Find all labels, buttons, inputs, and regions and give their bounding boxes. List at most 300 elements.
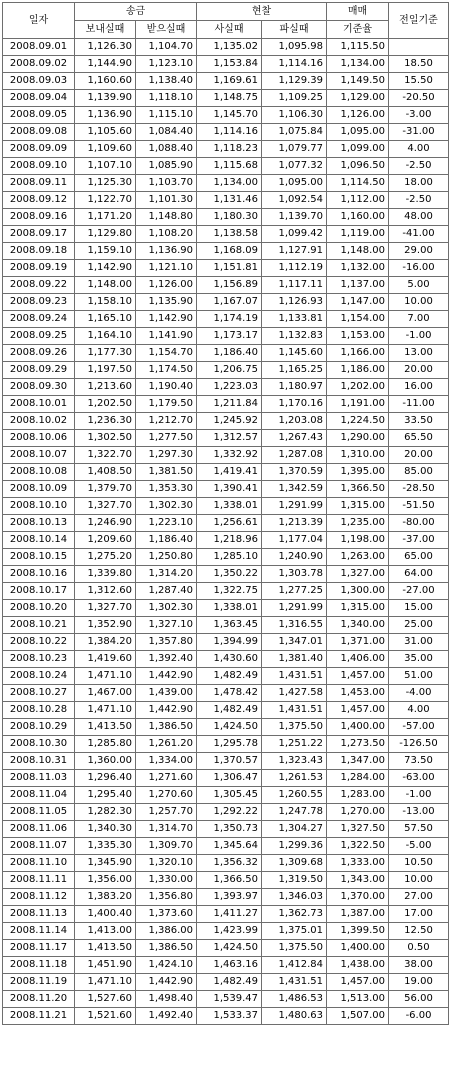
cash-buy-cell: 1,350.22 xyxy=(197,566,262,583)
cash-buy-cell: 1,211.84 xyxy=(197,396,262,413)
table-row xyxy=(3,39,449,56)
cash-buy-cell: 1,174.19 xyxy=(197,311,262,328)
table-row xyxy=(3,753,449,770)
remit-send-cell: 1,236.30 xyxy=(75,413,136,430)
date-cell: 2008.10.14 xyxy=(3,532,75,549)
table-row xyxy=(3,192,449,209)
cash-buy-cell: 1,393.97 xyxy=(197,889,262,906)
prev-day-cell: 18.50 xyxy=(389,56,449,73)
cash-sell-cell: 1,299.36 xyxy=(262,838,327,855)
date-cell: 2008.11.06 xyxy=(3,821,75,838)
date-cell: 2008.10.08 xyxy=(3,464,75,481)
table-row xyxy=(3,940,449,957)
date-cell: 2008.10.27 xyxy=(3,685,75,702)
prev-day-cell: -6.00 xyxy=(389,1008,449,1025)
date-cell: 2008.11.12 xyxy=(3,889,75,906)
base-rate-cell: 1,186.00 xyxy=(327,362,389,379)
remit-receive-cell: 1,386.00 xyxy=(136,923,197,940)
remit-receive-cell: 1,386.50 xyxy=(136,940,197,957)
remit-receive-cell: 1,103.70 xyxy=(136,175,197,192)
remit-receive-cell: 1,108.20 xyxy=(136,226,197,243)
table-row xyxy=(3,923,449,940)
base-rate-cell: 1,132.00 xyxy=(327,260,389,277)
remit-receive-cell: 1,373.60 xyxy=(136,906,197,923)
cash-sell-cell: 1,145.60 xyxy=(262,345,327,362)
table-row xyxy=(3,600,449,617)
remit-send-cell: 1,142.90 xyxy=(75,260,136,277)
remit-send-cell: 1,413.00 xyxy=(75,923,136,940)
remit-receive-cell: 1,356.80 xyxy=(136,889,197,906)
header-remit-group: 송금 xyxy=(75,3,197,21)
cash-buy-cell: 1,168.09 xyxy=(197,243,262,260)
cash-sell-cell: 1,099.42 xyxy=(262,226,327,243)
prev-day-cell: 10.00 xyxy=(389,294,449,311)
date-cell: 2008.09.11 xyxy=(3,175,75,192)
prev-day-cell: 15.50 xyxy=(389,73,449,90)
remit-receive-cell: 1,088.40 xyxy=(136,141,197,158)
date-cell: 2008.10.13 xyxy=(3,515,75,532)
date-cell: 2008.09.19 xyxy=(3,260,75,277)
base-rate-cell: 1,129.00 xyxy=(327,90,389,107)
date-cell: 2008.11.11 xyxy=(3,872,75,889)
prev-day-cell: 57.50 xyxy=(389,821,449,838)
remit-send-cell: 1,340.30 xyxy=(75,821,136,838)
remit-send-cell: 1,384.20 xyxy=(75,634,136,651)
table-row xyxy=(3,617,449,634)
header-remit-receive: 받으실때 xyxy=(136,21,197,39)
date-cell: 2008.11.03 xyxy=(3,770,75,787)
remit-send-cell: 1,521.60 xyxy=(75,1008,136,1025)
cash-buy-cell: 1,430.60 xyxy=(197,651,262,668)
cash-sell-cell: 1,127.91 xyxy=(262,243,327,260)
prev-day-cell: 12.50 xyxy=(389,923,449,940)
date-cell: 2008.11.20 xyxy=(3,991,75,1008)
date-cell: 2008.09.23 xyxy=(3,294,75,311)
cash-sell-cell: 1,323.43 xyxy=(262,753,327,770)
remit-receive-cell: 1,297.30 xyxy=(136,447,197,464)
base-rate-cell: 1,115.50 xyxy=(327,39,389,56)
cash-sell-cell: 1,291.99 xyxy=(262,600,327,617)
remit-receive-cell: 1,334.00 xyxy=(136,753,197,770)
remit-receive-cell: 1,154.70 xyxy=(136,345,197,362)
table-row xyxy=(3,957,449,974)
remit-receive-cell: 1,353.30 xyxy=(136,481,197,498)
prev-day-cell: -80.00 xyxy=(389,515,449,532)
exchange-rate-table-container xyxy=(2,2,449,1025)
remit-receive-cell: 1,123.10 xyxy=(136,56,197,73)
table-row xyxy=(3,787,449,804)
remit-send-cell: 1,177.30 xyxy=(75,345,136,362)
prev-day-cell: 27.00 xyxy=(389,889,449,906)
base-rate-cell: 1,137.00 xyxy=(327,277,389,294)
remit-send-cell: 1,335.30 xyxy=(75,838,136,855)
cash-buy-cell: 1,350.73 xyxy=(197,821,262,838)
table-row xyxy=(3,685,449,702)
remit-send-cell: 1,383.20 xyxy=(75,889,136,906)
cash-buy-cell: 1,118.23 xyxy=(197,141,262,158)
cash-sell-cell: 1,431.51 xyxy=(262,974,327,991)
cash-sell-cell: 1,346.03 xyxy=(262,889,327,906)
date-cell: 2008.09.24 xyxy=(3,311,75,328)
cash-sell-cell: 1,251.22 xyxy=(262,736,327,753)
remit-send-cell: 1,213.60 xyxy=(75,379,136,396)
table-row xyxy=(3,175,449,192)
table-row xyxy=(3,821,449,838)
header-base-rate: 기준율 xyxy=(327,21,389,39)
cash-buy-cell: 1,206.75 xyxy=(197,362,262,379)
prev-day-cell: 65.00 xyxy=(389,549,449,566)
cash-buy-cell: 1,173.17 xyxy=(197,328,262,345)
remit-receive-cell: 1,442.90 xyxy=(136,668,197,685)
table-row xyxy=(3,90,449,107)
cash-buy-cell: 1,478.42 xyxy=(197,685,262,702)
date-cell: 2008.10.30 xyxy=(3,736,75,753)
date-cell: 2008.10.02 xyxy=(3,413,75,430)
table-row xyxy=(3,549,449,566)
cash-buy-cell: 1,345.64 xyxy=(197,838,262,855)
cash-buy-cell: 1,366.50 xyxy=(197,872,262,889)
base-rate-cell: 1,126.00 xyxy=(327,107,389,124)
cash-buy-cell: 1,394.99 xyxy=(197,634,262,651)
date-cell: 2008.10.20 xyxy=(3,600,75,617)
prev-day-cell: 48.00 xyxy=(389,209,449,226)
cash-sell-cell: 1,309.68 xyxy=(262,855,327,872)
remit-send-cell: 1,302.50 xyxy=(75,430,136,447)
table-row xyxy=(3,396,449,413)
cash-buy-cell: 1,115.68 xyxy=(197,158,262,175)
table-row xyxy=(3,634,449,651)
header-trade-group: 매매 xyxy=(327,3,389,21)
table-row xyxy=(3,974,449,991)
remit-send-cell: 1,527.60 xyxy=(75,991,136,1008)
prev-day-cell: 38.00 xyxy=(389,957,449,974)
date-cell: 2008.10.15 xyxy=(3,549,75,566)
base-rate-cell: 1,147.00 xyxy=(327,294,389,311)
remit-send-cell: 1,197.50 xyxy=(75,362,136,379)
date-cell: 2008.10.16 xyxy=(3,566,75,583)
base-rate-cell: 1,114.50 xyxy=(327,175,389,192)
remit-send-cell: 1,282.30 xyxy=(75,804,136,821)
header-cash-sell: 파실때 xyxy=(262,21,327,39)
table-row xyxy=(3,413,449,430)
table-row xyxy=(3,1008,449,1025)
cash-sell-cell: 1,261.53 xyxy=(262,770,327,787)
date-cell: 2008.10.09 xyxy=(3,481,75,498)
remit-receive-cell: 1,174.50 xyxy=(136,362,197,379)
cash-buy-cell: 1,134.00 xyxy=(197,175,262,192)
table-row xyxy=(3,804,449,821)
remit-send-cell: 1,160.60 xyxy=(75,73,136,90)
remit-send-cell: 1,164.10 xyxy=(75,328,136,345)
remit-send-cell: 1,105.60 xyxy=(75,124,136,141)
cash-buy-cell: 1,338.01 xyxy=(197,600,262,617)
table-row xyxy=(3,702,449,719)
table-row xyxy=(3,651,449,668)
cash-buy-cell: 1,423.99 xyxy=(197,923,262,940)
base-rate-cell: 1,310.00 xyxy=(327,447,389,464)
base-rate-cell: 1,224.50 xyxy=(327,413,389,430)
cash-sell-cell: 1,075.84 xyxy=(262,124,327,141)
cash-sell-cell: 1,247.78 xyxy=(262,804,327,821)
prev-day-cell: -2.50 xyxy=(389,192,449,209)
prev-day-cell: 10.50 xyxy=(389,855,449,872)
cash-buy-cell: 1,332.92 xyxy=(197,447,262,464)
remit-send-cell: 1,352.90 xyxy=(75,617,136,634)
remit-send-cell: 1,202.50 xyxy=(75,396,136,413)
table-row xyxy=(3,226,449,243)
cash-buy-cell: 1,145.70 xyxy=(197,107,262,124)
cash-sell-cell: 1,427.58 xyxy=(262,685,327,702)
remit-send-cell: 1,107.10 xyxy=(75,158,136,175)
table-row xyxy=(3,770,449,787)
remit-receive-cell: 1,084.40 xyxy=(136,124,197,141)
remit-send-cell: 1,471.10 xyxy=(75,974,136,991)
remit-send-cell: 1,158.10 xyxy=(75,294,136,311)
prev-day-cell: 65.50 xyxy=(389,430,449,447)
remit-receive-cell: 1,386.50 xyxy=(136,719,197,736)
cash-sell-cell: 1,291.99 xyxy=(262,498,327,515)
remit-send-cell: 1,360.00 xyxy=(75,753,136,770)
prev-day-cell: 15.00 xyxy=(389,600,449,617)
base-rate-cell: 1,134.00 xyxy=(327,56,389,73)
remit-send-cell: 1,136.90 xyxy=(75,107,136,124)
base-rate-cell: 1,457.00 xyxy=(327,668,389,685)
table-row xyxy=(3,838,449,855)
remit-receive-cell: 1,142.90 xyxy=(136,311,197,328)
base-rate-cell: 1,160.00 xyxy=(327,209,389,226)
prev-day-cell: 56.00 xyxy=(389,991,449,1008)
cash-sell-cell: 1,203.08 xyxy=(262,413,327,430)
cash-buy-cell: 1,186.40 xyxy=(197,345,262,362)
cash-sell-cell: 1,112.19 xyxy=(262,260,327,277)
table-row xyxy=(3,991,449,1008)
remit-send-cell: 1,312.60 xyxy=(75,583,136,600)
date-cell: 2008.11.04 xyxy=(3,787,75,804)
date-cell: 2008.10.21 xyxy=(3,617,75,634)
prev-day-cell: 5.00 xyxy=(389,277,449,294)
cash-buy-cell: 1,169.61 xyxy=(197,73,262,90)
cash-buy-cell: 1,218.96 xyxy=(197,532,262,549)
remit-send-cell: 1,144.90 xyxy=(75,56,136,73)
table-row xyxy=(3,736,449,753)
remit-receive-cell: 1,141.90 xyxy=(136,328,197,345)
base-rate-cell: 1,099.00 xyxy=(327,141,389,158)
cash-buy-cell: 1,114.16 xyxy=(197,124,262,141)
remit-send-cell: 1,122.70 xyxy=(75,192,136,209)
remit-send-cell: 1,345.90 xyxy=(75,855,136,872)
cash-sell-cell: 1,303.78 xyxy=(262,566,327,583)
remit-send-cell: 1,296.40 xyxy=(75,770,136,787)
date-cell: 2008.11.19 xyxy=(3,974,75,991)
base-rate-cell: 1,453.00 xyxy=(327,685,389,702)
remit-receive-cell: 1,270.60 xyxy=(136,787,197,804)
date-cell: 2008.10.07 xyxy=(3,447,75,464)
table-row xyxy=(3,447,449,464)
remit-receive-cell: 1,392.40 xyxy=(136,651,197,668)
remit-receive-cell: 1,302.30 xyxy=(136,498,197,515)
base-rate-cell: 1,112.00 xyxy=(327,192,389,209)
base-rate-cell: 1,153.00 xyxy=(327,328,389,345)
prev-day-cell: 13.00 xyxy=(389,345,449,362)
base-rate-cell: 1,400.00 xyxy=(327,940,389,957)
table-row xyxy=(3,56,449,73)
cash-sell-cell: 1,106.30 xyxy=(262,107,327,124)
date-cell: 2008.09.17 xyxy=(3,226,75,243)
base-rate-cell: 1,347.00 xyxy=(327,753,389,770)
base-rate-cell: 1,273.50 xyxy=(327,736,389,753)
prev-day-cell: 0.50 xyxy=(389,940,449,957)
remit-receive-cell: 1,498.40 xyxy=(136,991,197,1008)
remit-receive-cell: 1,223.10 xyxy=(136,515,197,532)
remit-receive-cell: 1,250.80 xyxy=(136,549,197,566)
base-rate-cell: 1,154.00 xyxy=(327,311,389,328)
remit-send-cell: 1,339.80 xyxy=(75,566,136,583)
remit-send-cell: 1,129.80 xyxy=(75,226,136,243)
date-cell: 2008.09.04 xyxy=(3,90,75,107)
table-body xyxy=(3,39,449,1025)
remit-receive-cell: 1,424.10 xyxy=(136,957,197,974)
table-row xyxy=(3,73,449,90)
table-row xyxy=(3,158,449,175)
prev-day-cell xyxy=(389,39,449,56)
remit-receive-cell: 1,085.90 xyxy=(136,158,197,175)
cash-sell-cell: 1,165.25 xyxy=(262,362,327,379)
remit-receive-cell: 1,357.80 xyxy=(136,634,197,651)
table-row xyxy=(3,481,449,498)
date-cell: 2008.09.18 xyxy=(3,243,75,260)
remit-receive-cell: 1,115.10 xyxy=(136,107,197,124)
cash-sell-cell: 1,139.70 xyxy=(262,209,327,226)
remit-send-cell: 1,408.50 xyxy=(75,464,136,481)
cash-buy-cell: 1,533.37 xyxy=(197,1008,262,1025)
table-row xyxy=(3,583,449,600)
cash-buy-cell: 1,223.03 xyxy=(197,379,262,396)
date-cell: 2008.10.22 xyxy=(3,634,75,651)
date-cell: 2008.11.17 xyxy=(3,940,75,957)
prev-day-cell: -11.00 xyxy=(389,396,449,413)
cash-buy-cell: 1,131.46 xyxy=(197,192,262,209)
table-row xyxy=(3,566,449,583)
cash-sell-cell: 1,260.55 xyxy=(262,787,327,804)
date-cell: 2008.10.29 xyxy=(3,719,75,736)
base-rate-cell: 1,149.50 xyxy=(327,73,389,90)
cash-sell-cell: 1,316.55 xyxy=(262,617,327,634)
table-row xyxy=(3,345,449,362)
cash-sell-cell: 1,412.84 xyxy=(262,957,327,974)
remit-receive-cell: 1,314.70 xyxy=(136,821,197,838)
cash-sell-cell: 1,431.51 xyxy=(262,702,327,719)
table-row xyxy=(3,464,449,481)
table-row xyxy=(3,430,449,447)
base-rate-cell: 1,283.00 xyxy=(327,787,389,804)
date-cell: 2008.10.10 xyxy=(3,498,75,515)
base-rate-cell: 1,371.00 xyxy=(327,634,389,651)
cash-buy-cell: 1,411.27 xyxy=(197,906,262,923)
base-rate-cell: 1,513.00 xyxy=(327,991,389,1008)
cash-buy-cell: 1,245.92 xyxy=(197,413,262,430)
table-row xyxy=(3,124,449,141)
cash-sell-cell: 1,133.81 xyxy=(262,311,327,328)
header-date: 일자 xyxy=(3,3,75,39)
remit-send-cell: 1,356.00 xyxy=(75,872,136,889)
remit-receive-cell: 1,314.20 xyxy=(136,566,197,583)
base-rate-cell: 1,370.00 xyxy=(327,889,389,906)
remit-receive-cell: 1,104.70 xyxy=(136,39,197,56)
prev-day-cell: 73.50 xyxy=(389,753,449,770)
remit-receive-cell: 1,135.90 xyxy=(136,294,197,311)
cash-buy-cell: 1,256.61 xyxy=(197,515,262,532)
table-row xyxy=(3,328,449,345)
base-rate-cell: 1,263.00 xyxy=(327,549,389,566)
base-rate-cell: 1,340.00 xyxy=(327,617,389,634)
header-prev-day: 전일기준 xyxy=(389,3,449,39)
prev-day-cell: -37.00 xyxy=(389,532,449,549)
header-cash-group: 현찰 xyxy=(197,3,327,21)
base-rate-cell: 1,290.00 xyxy=(327,430,389,447)
remit-receive-cell: 1,320.10 xyxy=(136,855,197,872)
cash-buy-cell: 1,138.58 xyxy=(197,226,262,243)
base-rate-cell: 1,333.00 xyxy=(327,855,389,872)
date-cell: 2008.09.25 xyxy=(3,328,75,345)
remit-receive-cell: 1,381.50 xyxy=(136,464,197,481)
prev-day-cell: 20.00 xyxy=(389,362,449,379)
cash-buy-cell: 1,322.75 xyxy=(197,583,262,600)
prev-day-cell: -1.00 xyxy=(389,328,449,345)
remit-send-cell: 1,126.30 xyxy=(75,39,136,56)
remit-send-cell: 1,165.10 xyxy=(75,311,136,328)
prev-day-cell: -16.00 xyxy=(389,260,449,277)
prev-day-cell: 19.00 xyxy=(389,974,449,991)
date-cell: 2008.11.21 xyxy=(3,1008,75,1025)
remit-send-cell: 1,159.10 xyxy=(75,243,136,260)
remit-receive-cell: 1,126.00 xyxy=(136,277,197,294)
base-rate-cell: 1,343.00 xyxy=(327,872,389,889)
cash-buy-cell: 1,180.30 xyxy=(197,209,262,226)
header-remit-send: 보내실때 xyxy=(75,21,136,39)
remit-send-cell: 1,413.50 xyxy=(75,940,136,957)
date-cell: 2008.10.06 xyxy=(3,430,75,447)
cash-buy-cell: 1,295.78 xyxy=(197,736,262,753)
remit-send-cell: 1,451.90 xyxy=(75,957,136,974)
remit-receive-cell: 1,148.80 xyxy=(136,209,197,226)
prev-day-cell: -28.50 xyxy=(389,481,449,498)
cash-buy-cell: 1,363.45 xyxy=(197,617,262,634)
remit-send-cell: 1,467.00 xyxy=(75,685,136,702)
remit-receive-cell: 1,121.10 xyxy=(136,260,197,277)
date-cell: 2008.09.08 xyxy=(3,124,75,141)
base-rate-cell: 1,457.00 xyxy=(327,974,389,991)
prev-day-cell: 51.00 xyxy=(389,668,449,685)
table-row xyxy=(3,277,449,294)
remit-receive-cell: 1,101.30 xyxy=(136,192,197,209)
cash-sell-cell: 1,304.27 xyxy=(262,821,327,838)
cash-buy-cell: 1,390.41 xyxy=(197,481,262,498)
prev-day-cell: -1.00 xyxy=(389,787,449,804)
remit-send-cell: 1,400.40 xyxy=(75,906,136,923)
table-row xyxy=(3,498,449,515)
remit-receive-cell: 1,492.40 xyxy=(136,1008,197,1025)
cash-sell-cell: 1,347.01 xyxy=(262,634,327,651)
date-cell: 2008.10.17 xyxy=(3,583,75,600)
cash-buy-cell: 1,338.01 xyxy=(197,498,262,515)
prev-day-cell: -20.50 xyxy=(389,90,449,107)
base-rate-cell: 1,406.00 xyxy=(327,651,389,668)
header-cash-buy: 사실때 xyxy=(197,21,262,39)
cash-buy-cell: 1,482.49 xyxy=(197,974,262,991)
cash-buy-cell: 1,370.57 xyxy=(197,753,262,770)
remit-send-cell: 1,148.00 xyxy=(75,277,136,294)
cash-buy-cell: 1,285.10 xyxy=(197,549,262,566)
